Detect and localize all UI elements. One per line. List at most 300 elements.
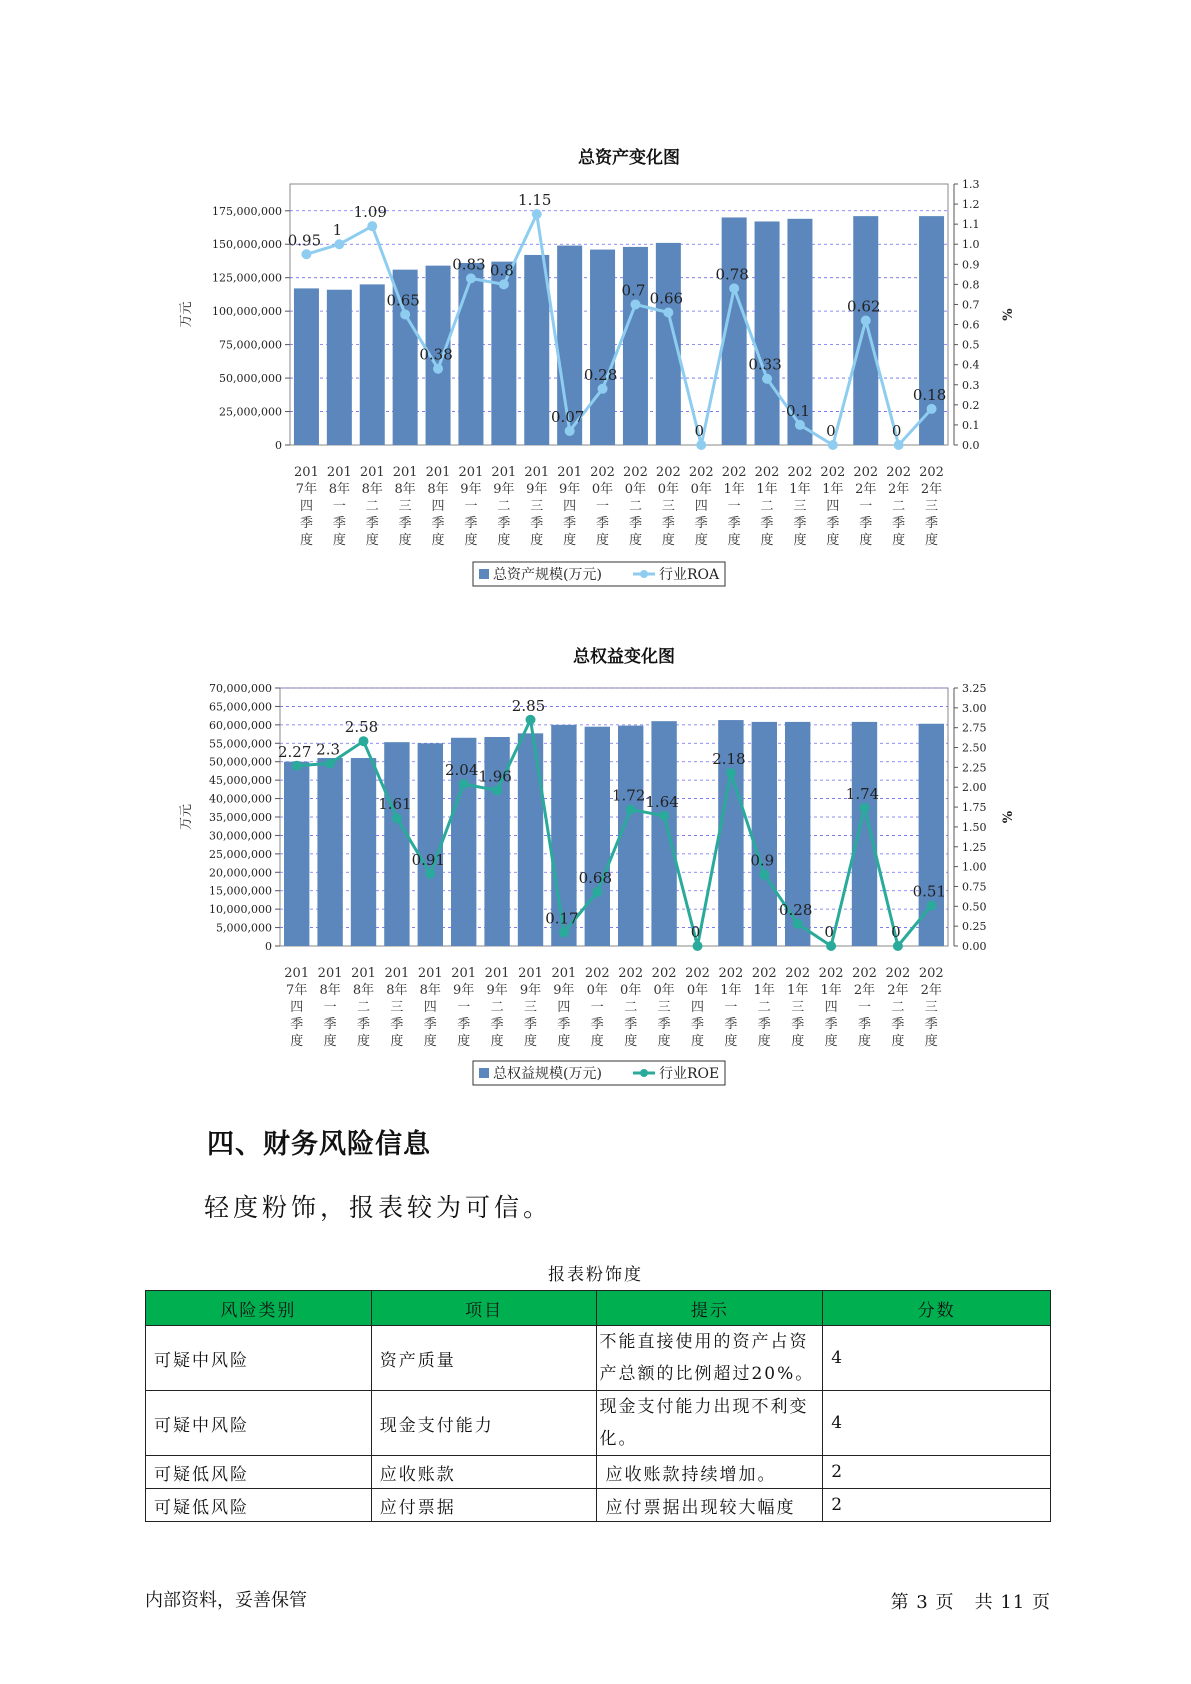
data-label: 0.95 — [287, 231, 322, 250]
right-tick-label: 1.2 — [962, 198, 980, 212]
category-label: 8年 — [352, 983, 375, 998]
line-point — [726, 768, 736, 778]
category-label: 202 — [918, 966, 944, 981]
cell-score: 4 — [823, 1391, 1051, 1456]
category-label: 0年 — [620, 983, 642, 998]
category-label: 8年 — [394, 482, 416, 497]
y-axis-label-right: % — [1001, 308, 1016, 321]
category-label: 1年 — [787, 983, 809, 998]
category-label: 二 — [365, 499, 379, 514]
category-label: 季 — [323, 1017, 337, 1032]
data-label: 0.28 — [583, 365, 618, 384]
left-tick-label: 0 — [275, 439, 282, 452]
left-tick-label: 75,000,000 — [219, 338, 282, 352]
left-tick-label: 25,000,000 — [209, 847, 272, 861]
right-tick-label: 0.50 — [962, 900, 987, 914]
category-label: 1年 — [756, 482, 778, 497]
footer-page-number: 第 3 页 共 11 页 — [890, 1592, 1051, 1613]
data-label: 1.61 — [378, 795, 412, 814]
category-label: 二 — [892, 499, 906, 514]
category-label: 1年 — [820, 983, 842, 998]
category-label: 一 — [332, 499, 346, 514]
data-label: 0.65 — [386, 291, 420, 310]
category-label: 202 — [820, 465, 846, 480]
bar — [618, 726, 643, 946]
category-label: 201 — [484, 966, 510, 981]
cell-item: 应付票据 — [371, 1489, 597, 1522]
category-label: 一 — [727, 499, 741, 514]
category-label: 季 — [590, 1017, 604, 1032]
category-label: 202 — [623, 465, 648, 480]
table-row — [146, 1391, 1051, 1456]
category-label: 度 — [590, 1034, 604, 1049]
category-label: 201 — [284, 966, 310, 981]
category-label: 202 — [751, 966, 777, 981]
data-label: 0.83 — [452, 255, 486, 274]
category-label: 1年 — [753, 983, 775, 998]
legend-bar-label: 总权益规模(万元) — [493, 1066, 602, 1082]
category-label: 度 — [390, 1034, 404, 1049]
category-label: 202 — [787, 465, 813, 480]
bar — [351, 758, 376, 946]
category-label: 度 — [694, 533, 708, 548]
data-label: 0 — [690, 923, 701, 941]
category-label: 度 — [299, 533, 313, 548]
category-label: 202 — [718, 966, 744, 981]
bar — [418, 743, 443, 946]
category-label: 度 — [464, 533, 478, 548]
category-label: 季 — [857, 1017, 872, 1032]
category-label: 度 — [431, 533, 445, 548]
header-item: 项目 — [371, 1291, 597, 1326]
category-label: 季 — [791, 1017, 805, 1032]
data-label: 0.1 — [786, 401, 810, 420]
left-tick-label: 15,000,000 — [209, 884, 272, 898]
category-label: 度 — [661, 533, 675, 548]
category-label: 202 — [590, 465, 615, 480]
category-label: 季 — [457, 1017, 471, 1032]
data-label: 0 — [826, 422, 836, 440]
left-tick-label: 5,000,000 — [216, 921, 272, 935]
category-label: 202 — [721, 465, 747, 480]
left-tick-label: 40,000,000 — [209, 792, 272, 806]
category-label: 202 — [853, 465, 879, 480]
category-label: 度 — [690, 1034, 705, 1049]
category-label: 度 — [628, 533, 642, 548]
category-label: 201 — [359, 465, 385, 480]
left-tick-label: 60,000,000 — [209, 718, 272, 732]
category-label: 度 — [624, 1034, 638, 1049]
header-score: 分数 — [823, 1291, 1051, 1326]
risk-summary: 轻度粉饰，报表较为可信。 — [204, 1193, 553, 1222]
legend-bar-swatch — [479, 1068, 489, 1078]
category-label: 2年 — [855, 482, 877, 497]
category-label: 度 — [791, 1034, 805, 1049]
category-label: 9年 — [486, 983, 508, 998]
category-label: 一 — [323, 1000, 337, 1015]
bar — [919, 724, 944, 946]
plot-area — [277, 688, 948, 946]
table-header-row — [146, 1291, 1051, 1326]
category-label: 季 — [892, 516, 906, 531]
category-label: 0年 — [690, 482, 712, 497]
bar — [518, 733, 543, 946]
bar — [651, 721, 676, 946]
category-label: 二 — [628, 499, 642, 514]
category-label: 四 — [824, 1000, 838, 1015]
right-tick-label: 1.3 — [962, 178, 980, 191]
category-label: 2年 — [888, 482, 910, 497]
data-label: 0 — [891, 422, 902, 440]
cell-hint: 应付票据出现较大幅度 — [597, 1489, 823, 1522]
data-label: 0.33 — [748, 355, 782, 374]
cell-hint: 应收账款持续增加。 — [597, 1456, 823, 1489]
left-tick-label: 175,000,000 — [212, 204, 282, 218]
category-label: 0年 — [653, 983, 675, 998]
category-label: 1年 — [822, 482, 844, 497]
category-label: 1年 — [720, 983, 742, 998]
category-label: 度 — [760, 533, 774, 548]
chart-title: 总资产变化图 — [578, 148, 680, 168]
category-label: 度 — [398, 533, 412, 548]
legend-line-label: 行业ROA — [659, 567, 720, 583]
line-point — [492, 785, 502, 795]
line-point — [926, 901, 936, 911]
category-label: 度 — [290, 1034, 304, 1049]
line-point — [893, 941, 903, 951]
category-label: 度 — [657, 1034, 671, 1049]
line-point — [860, 803, 870, 813]
data-label: 0.78 — [715, 265, 749, 284]
category-label: 度 — [356, 1034, 371, 1049]
category-label: 2年 — [920, 983, 942, 998]
category-label: 201 — [351, 966, 376, 981]
category-label: 202 — [785, 966, 811, 981]
table-row — [146, 1456, 1051, 1489]
data-label: 0 — [891, 923, 901, 941]
category-label: 季 — [891, 1017, 905, 1032]
left-tick-label: 10,000,000 — [209, 903, 272, 917]
line-point — [325, 758, 335, 768]
category-label: 一 — [590, 1000, 604, 1015]
category-label: 季 — [628, 516, 642, 531]
category-label: 度 — [332, 533, 346, 548]
left-tick-label: 100,000,000 — [212, 305, 282, 319]
category-label: 8年 — [328, 482, 350, 497]
category-label: 度 — [859, 533, 873, 548]
data-label: 1.15 — [518, 191, 552, 210]
category-label: 201 — [294, 465, 319, 480]
category-label: 度 — [727, 533, 741, 548]
data-label: 0.66 — [649, 289, 684, 308]
category-label: 度 — [523, 1034, 538, 1049]
category-label: 季 — [760, 516, 774, 531]
right-tick-label: 1.0 — [962, 238, 980, 252]
right-tick-label: 2.75 — [962, 721, 987, 735]
data-label: 0.68 — [578, 869, 613, 888]
data-label: 2.18 — [712, 749, 746, 768]
left-tick-label: 50,000,000 — [209, 755, 272, 769]
right-tick-label: 3.00 — [962, 701, 987, 715]
cell-hint: 现金支付能力出现不利变化。 — [597, 1391, 823, 1456]
category-label: 季 — [523, 1017, 538, 1032]
category-label: 202 — [818, 966, 844, 981]
legend-line-label: 行业ROE — [659, 1066, 720, 1082]
category-label: 度 — [457, 1034, 471, 1049]
category-label: 9年 — [493, 482, 515, 497]
bar — [852, 722, 877, 946]
category-label: 季 — [490, 1017, 504, 1032]
chart-title: 总权益变化图 — [573, 647, 675, 667]
category-label: 202 — [885, 966, 911, 981]
category-label: 度 — [490, 1034, 504, 1049]
category-label: 季 — [431, 516, 445, 531]
data-label: 2.85 — [511, 696, 546, 715]
category-label: 四 — [694, 499, 708, 514]
category-label: 季 — [557, 1017, 571, 1032]
category-label: 202 — [651, 966, 677, 981]
category-label: 三 — [661, 499, 675, 514]
category-label: 季 — [657, 1017, 671, 1032]
category-label: 二 — [891, 1000, 905, 1015]
category-label: 季 — [727, 516, 741, 531]
category-label: 二 — [490, 1000, 504, 1015]
data-label: 0 — [694, 422, 705, 440]
data-label: 0 — [824, 923, 834, 941]
category-label: 0年 — [624, 482, 647, 497]
section-heading: 四、财务风险信息 — [207, 1129, 431, 1160]
category-label: 度 — [891, 1034, 905, 1049]
line-point — [693, 941, 703, 951]
left-tick-label: 125,000,000 — [212, 271, 282, 285]
line-point — [292, 761, 302, 771]
category-label: 9年 — [553, 983, 575, 998]
category-label: 0年 — [686, 983, 709, 998]
y-axis-label-left: 万元 — [179, 301, 194, 328]
bar — [585, 727, 610, 946]
right-tick-label: 0.7 — [962, 298, 980, 312]
right-tick-label: 0.2 — [962, 398, 980, 412]
category-label: 季 — [824, 1017, 838, 1032]
table-caption: 报表粉饰度 — [548, 1265, 643, 1285]
line-point — [659, 811, 669, 821]
left-tick-label: 20,000,000 — [209, 866, 272, 880]
left-tick-label: 150,000,000 — [212, 238, 282, 252]
category-label: 度 — [563, 533, 577, 548]
category-label: 201 — [392, 465, 418, 480]
category-label: 202 — [852, 966, 877, 981]
category-label: 四 — [690, 1000, 705, 1015]
category-label: 二 — [497, 499, 511, 514]
right-tick-label: 2.00 — [962, 781, 987, 795]
category-label: 三 — [523, 1000, 538, 1015]
line-point — [526, 715, 536, 725]
category-label: 201 — [451, 966, 477, 981]
category-label: 度 — [724, 1034, 738, 1049]
line-point — [626, 804, 636, 814]
left-tick-label: 35,000,000 — [209, 811, 272, 824]
right-tick-label: 2.25 — [962, 761, 987, 775]
category-label: 度 — [596, 533, 610, 548]
data-label: 0.18 — [912, 385, 947, 404]
data-label: 2.04 — [444, 761, 479, 780]
category-label: 一 — [859, 499, 873, 514]
left-tick-label: 0 — [265, 940, 272, 953]
category-label: 一 — [596, 499, 610, 514]
category-label: 季 — [398, 516, 412, 531]
cell-score: 4 — [823, 1326, 1051, 1391]
data-label: 2.27 — [277, 742, 312, 761]
category-label: 201 — [317, 966, 343, 981]
data-label: 1.64 — [645, 792, 679, 811]
line-point — [425, 869, 435, 879]
data-label: 0.28 — [778, 900, 813, 919]
data-label: 0.17 — [545, 909, 579, 928]
category-label: 一 — [457, 1000, 471, 1015]
category-label: 度 — [557, 1034, 571, 1049]
cell-item: 应收账款 — [371, 1456, 597, 1489]
category-label: 一 — [724, 1000, 738, 1015]
category-label: 季 — [530, 516, 544, 531]
category-label: 二 — [757, 1000, 771, 1015]
category-label: 季 — [497, 516, 511, 531]
category-label: 202 — [754, 465, 780, 480]
category-label: 度 — [892, 533, 906, 548]
category-label: 202 — [688, 465, 714, 480]
line-point — [592, 887, 602, 897]
category-label: 三 — [924, 1000, 938, 1015]
category-label: 三 — [530, 499, 544, 514]
right-tick-label: 0.5 — [962, 338, 980, 352]
category-label: 2年 — [887, 983, 909, 998]
category-label: 四 — [290, 1000, 304, 1015]
bar — [284, 762, 309, 946]
category-label: 季 — [464, 516, 478, 531]
category-label: 8年 — [386, 983, 408, 998]
category-label: 四 — [563, 499, 577, 514]
data-label: 0.9 — [750, 851, 775, 870]
category-label: 度 — [793, 533, 807, 548]
category-label: 201 — [384, 966, 410, 981]
cell-score: 2 — [823, 1489, 1051, 1522]
category-label: 季 — [757, 1017, 771, 1032]
data-label: 0.8 — [489, 261, 514, 280]
category-label: 三 — [657, 1000, 671, 1015]
data-label: 1.74 — [845, 784, 880, 803]
category-label: 9年 — [519, 983, 542, 998]
data-label: 0.7 — [621, 281, 646, 300]
category-label: 201 — [458, 465, 484, 480]
category-label: 度 — [826, 533, 840, 548]
data-label: 1 — [332, 221, 343, 240]
cell-category: 可疑低风险 — [146, 1456, 372, 1489]
category-label: 度 — [423, 1034, 437, 1049]
category-label: 201 — [491, 465, 517, 480]
bar — [317, 758, 342, 946]
data-label: 0.51 — [912, 882, 947, 901]
line-point — [793, 919, 803, 929]
category-label: 1年 — [723, 482, 745, 497]
category-label: 一 — [857, 1000, 872, 1015]
right-tick-label: 0.00 — [962, 940, 987, 953]
category-label: 季 — [694, 516, 708, 531]
category-label: 度 — [365, 533, 379, 548]
category-label: 9年 — [526, 482, 548, 497]
category-label: 0年 — [657, 482, 679, 497]
bar — [384, 742, 409, 946]
left-tick-label: 70,000,000 — [209, 682, 272, 695]
right-tick-label: 3.25 — [962, 682, 987, 695]
right-tick-label: 1.00 — [962, 860, 987, 874]
right-tick-label: 0.6 — [962, 318, 980, 332]
line-point — [359, 736, 369, 746]
data-label: 0.62 — [847, 297, 881, 316]
category-label: 度 — [497, 533, 511, 548]
right-tick-label: 0.3 — [962, 378, 980, 392]
category-label: 0年 — [586, 983, 608, 998]
category-label: 三 — [793, 499, 807, 514]
category-label: 季 — [390, 1017, 404, 1032]
risk-table — [145, 1290, 1051, 1522]
left-tick-label: 45,000,000 — [209, 774, 272, 788]
category-label: 2年 — [920, 482, 943, 497]
category-label: 三 — [390, 1000, 404, 1015]
category-label: 度 — [924, 1034, 938, 1049]
right-tick-label: 1.75 — [962, 801, 987, 815]
cell-item: 现金支付能力 — [371, 1391, 597, 1456]
category-label: 季 — [332, 516, 346, 531]
line-point — [559, 928, 569, 938]
data-label: 1.96 — [478, 767, 512, 786]
right-tick-label: 0.9 — [962, 258, 980, 272]
category-label: 7年 — [286, 983, 308, 998]
data-label: 1.09 — [353, 203, 387, 222]
category-label: 季 — [423, 1017, 437, 1032]
right-tick-label: 1.25 — [962, 840, 987, 854]
category-label: 201 — [417, 966, 443, 981]
right-tick-label: 1.50 — [962, 820, 987, 834]
footer-confidential-note: 内部资料，妥善保管 — [145, 1590, 307, 1611]
category-label: 201 — [524, 465, 550, 480]
category-label: 二 — [356, 1000, 371, 1015]
y-axis-label-right: % — [1001, 810, 1016, 824]
line-point — [392, 813, 402, 823]
right-tick-label: 0.8 — [962, 278, 980, 292]
category-label: 201 — [425, 465, 451, 480]
category-label: 度 — [857, 1034, 872, 1049]
category-label: 度 — [925, 533, 939, 548]
category-label: 度 — [323, 1034, 337, 1049]
data-label: 0.07 — [550, 407, 585, 426]
category-label: 三 — [925, 499, 939, 514]
category-label: 四 — [826, 499, 840, 514]
left-tick-label: 55,000,000 — [209, 737, 272, 751]
header-hint: 提示 — [597, 1291, 823, 1326]
line-point — [459, 779, 469, 789]
category-label: 202 — [685, 966, 710, 981]
y-axis-label-left: 万元 — [179, 803, 194, 831]
category-label: 季 — [624, 1017, 638, 1032]
category-label: 一 — [464, 499, 478, 514]
category-label: 9年 — [559, 482, 581, 497]
category-label: 202 — [886, 465, 912, 480]
legend-bar-label: 总资产规模(万元) — [493, 567, 602, 583]
category-label: 8年 — [319, 983, 341, 998]
cell-category: 可疑中风险 — [146, 1326, 372, 1391]
category-label: 度 — [757, 1034, 771, 1049]
category-label: 9年 — [453, 983, 475, 998]
category-label: 季 — [563, 516, 577, 531]
